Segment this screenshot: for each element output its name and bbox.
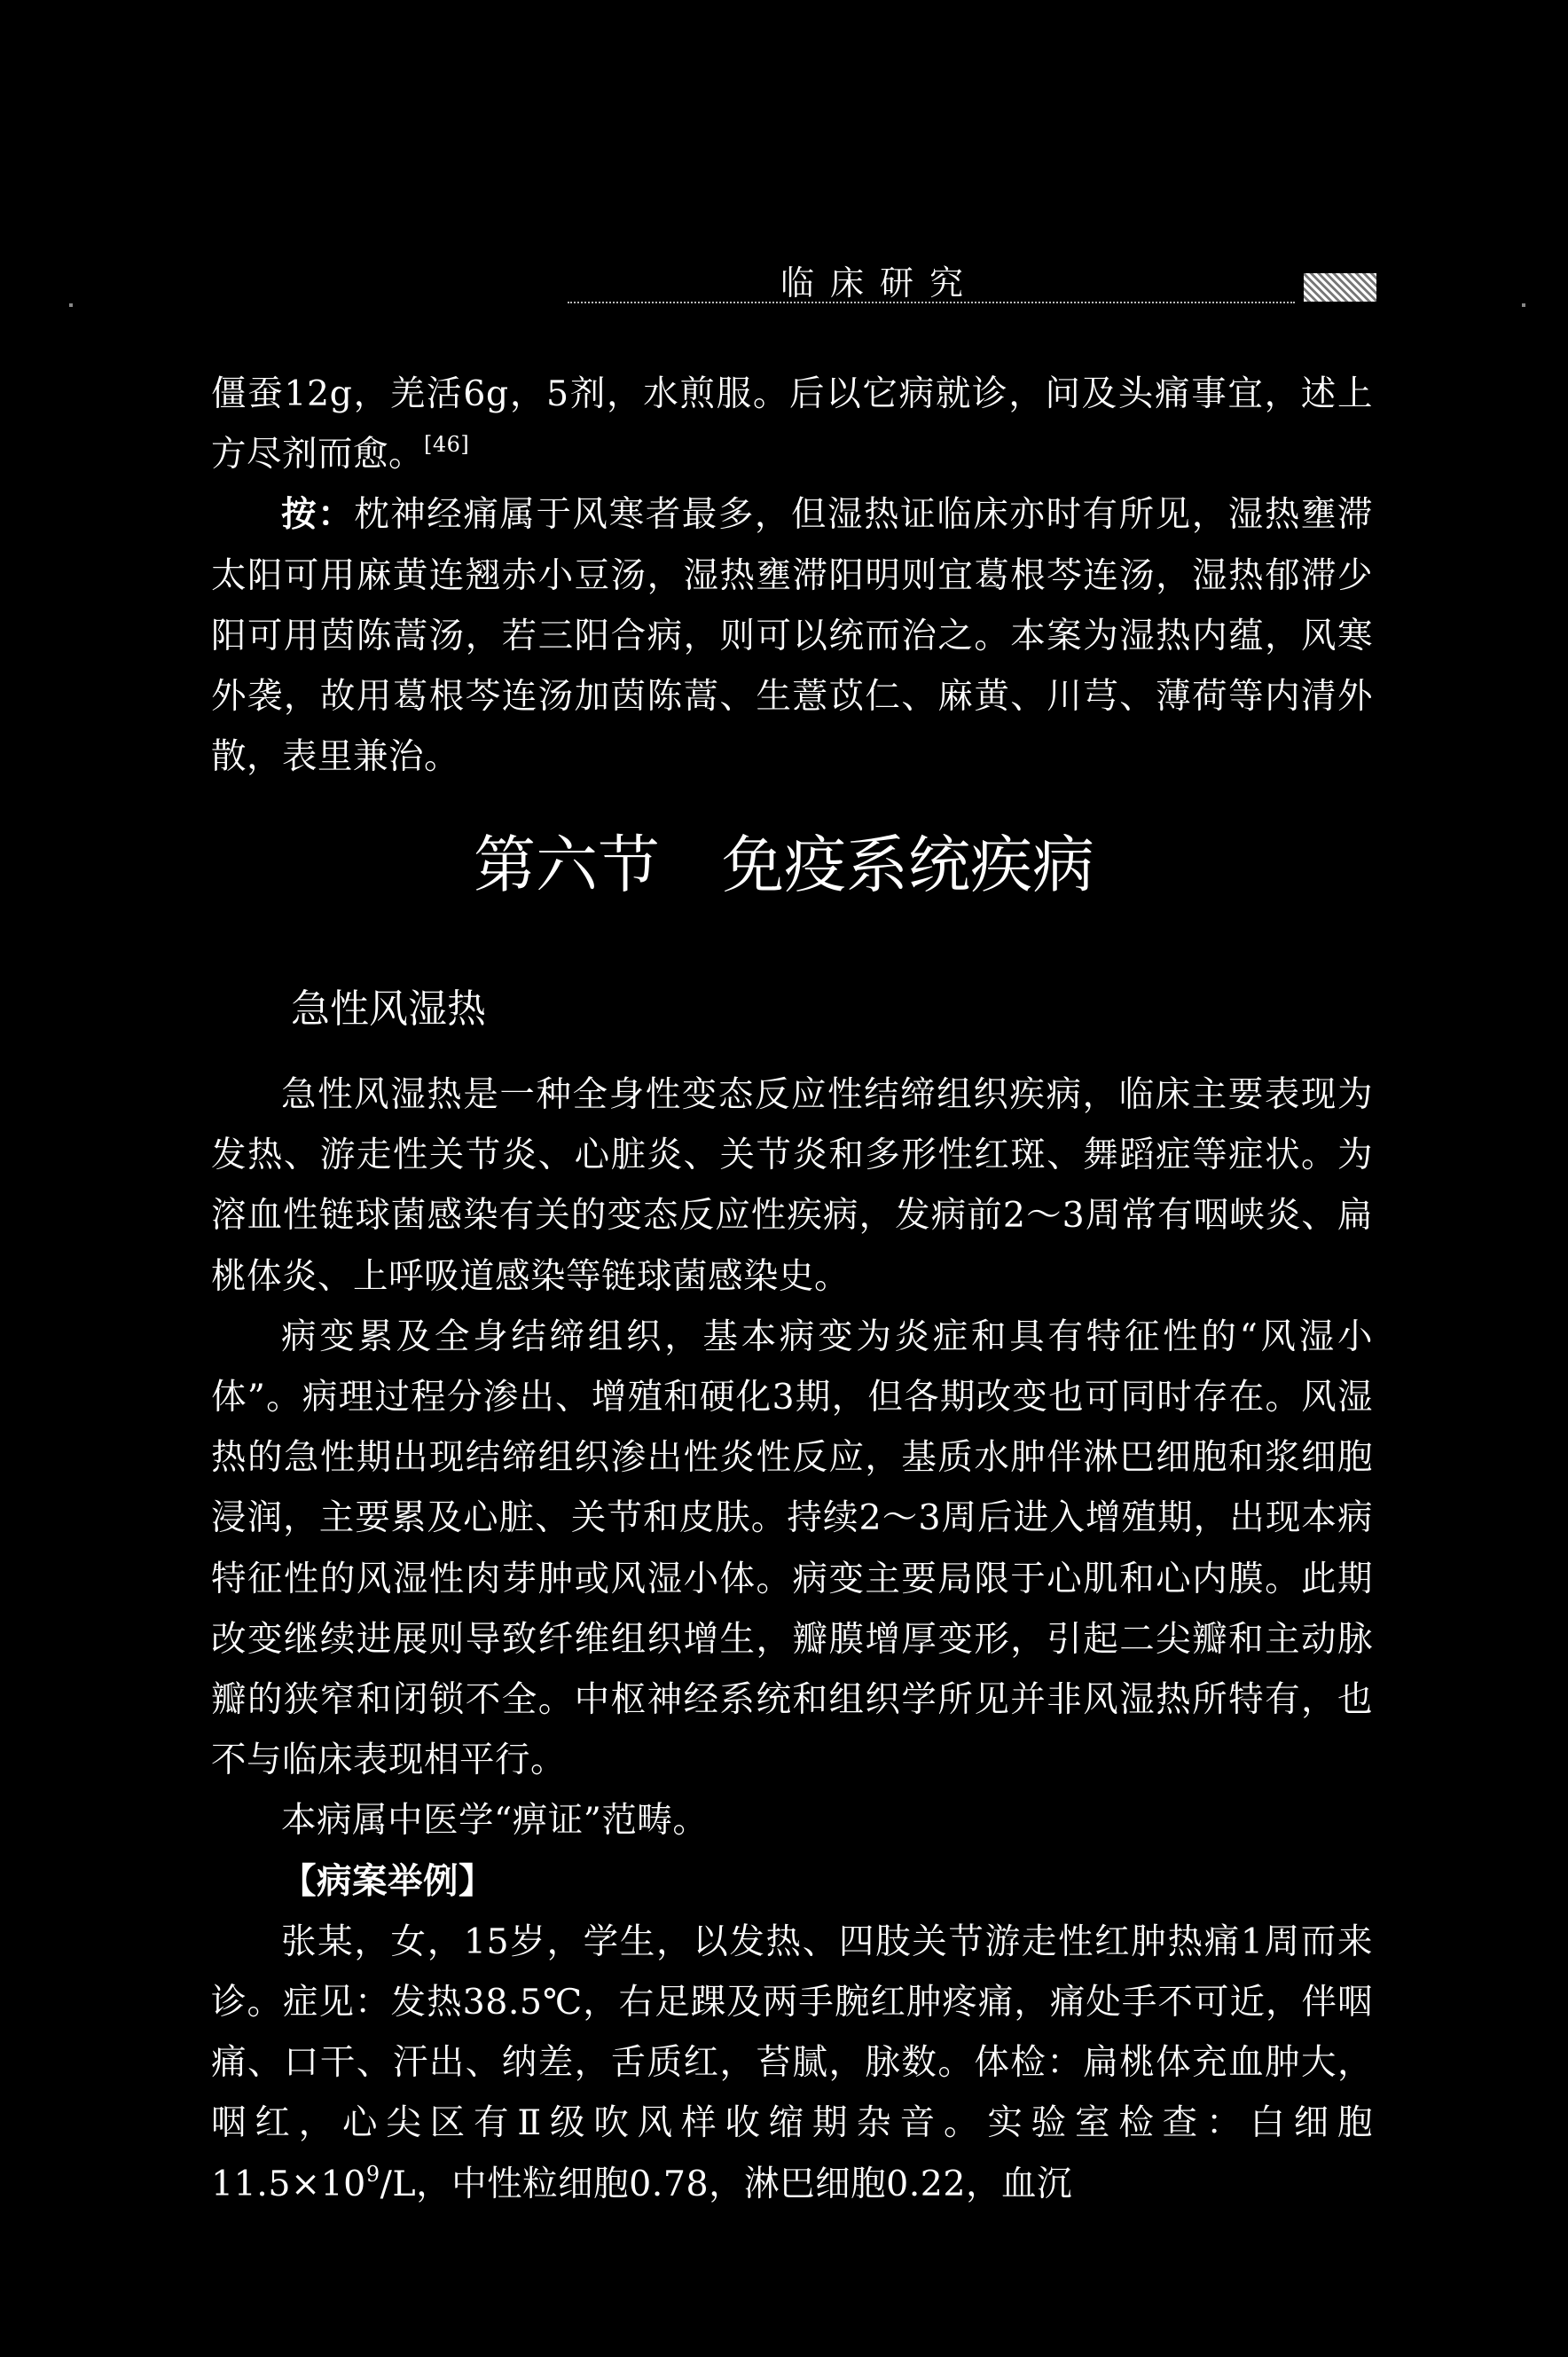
case-heading: 【病案举例】 — [281, 1860, 494, 1902]
scan-speck — [1522, 303, 1525, 307]
commentary-label: 按： — [281, 494, 355, 536]
continuation-text-span: 僵蚕12g，羌活6g，5剂，水煎服。后以它病就诊，问及头痛事宜，述上方尽剂而愈。 — [211, 373, 1373, 475]
commentary-text: 枕神经痛属于风寒者最多，但湿热证临床亦时有所见，湿热壅滞太阳可用麻黄连翘赤小豆汤，湿热壅滞阳明则宜葛根芩连汤，湿热郁滞少阳可用茵陈蒿汤，若三阳合病，则可以统而治之。本案为湿热内蕴，风寒外袭，故用葛根芩连汤加茵陈蒿、生薏苡仁、麻黄、川芎、薄荷等内清外散，表里兼治。 — [211, 494, 1374, 778]
continuation-paragraph — [211, 364, 1373, 484]
section-title: 第六节 免疫系统疾病 — [474, 829, 1094, 901]
case-text: 张某，女，15岁，学生，以发热、四肢关节游走性红肿热痛1周而来诊。症见：发热38.5℃，右足踝及两手腕红肿疼痛，痛处手不可近，伴咽痛、口干、汗出、纳差，舌质红，苔腻，脉数。体检：扁桃体充血肿大，咽红，心尖区有Ⅱ级吹风样收缩期杂音。实验室检查：白细胞11.5×10 — [211, 1921, 1373, 2204]
continuation-text — [211, 364, 1373, 787]
subsection-body — [211, 1065, 1373, 2214]
body-paragraph: 急性风湿热是一种全身性变态反应性结缔组织疾病，临床主要表现为发热、游走性关节炎、心脏炎、关节炎和多形性红斑、舞蹈症等症状。为溶血性链球菌感染有关的变态反应性疾病，发病前2～3周常有咽峡炎、扁桃体炎、上呼吸道感染等链球菌感染史。 — [211, 1074, 1373, 1297]
exponent: 9 — [365, 2161, 380, 2187]
page-corner-mark — [1304, 273, 1376, 302]
subsection-title: 急性风湿热 — [291, 986, 486, 1032]
scan-speck — [69, 303, 73, 307]
body-paragraph: 本病属中医学“痹证”范畴。 — [281, 1800, 709, 1842]
body-paragraph: 病变累及全身结缔组织，基本病变为炎症和具有特征性的“风湿小体”。病理过程分渗出、增殖和硬化3期，但各期改变也可同时存在。风湿热的急性期出现结缔组织渗出性炎性反应，基质水肿伴淋巴细胞和浆细胞浸润，主要累及心脏、关节和皮肤。持续2～3周后进入增殖期，出现本病特征性的风湿性肉芽肿或风湿小体。病变主要局限于心肌和心内膜。此期改变继续进展则导致纤维组织增生，瓣膜增厚变形，引起二尖瓣和主动脉瓣的狭窄和闭锁不全。中枢神经系统和组织学所见并非风湿热所特有，也不与临床表现相平行。 — [211, 1316, 1373, 1781]
citation-marker: [46] — [424, 432, 470, 458]
header-rule — [568, 302, 1295, 303]
case-text-end: /L，中性粒细胞0.78，淋巴细胞0.22，血沉 — [380, 2163, 1073, 2204]
running-header: 临床研究 — [780, 263, 980, 302]
case-paragraph — [211, 1912, 1373, 2214]
commentary-paragraph — [211, 484, 1373, 787]
